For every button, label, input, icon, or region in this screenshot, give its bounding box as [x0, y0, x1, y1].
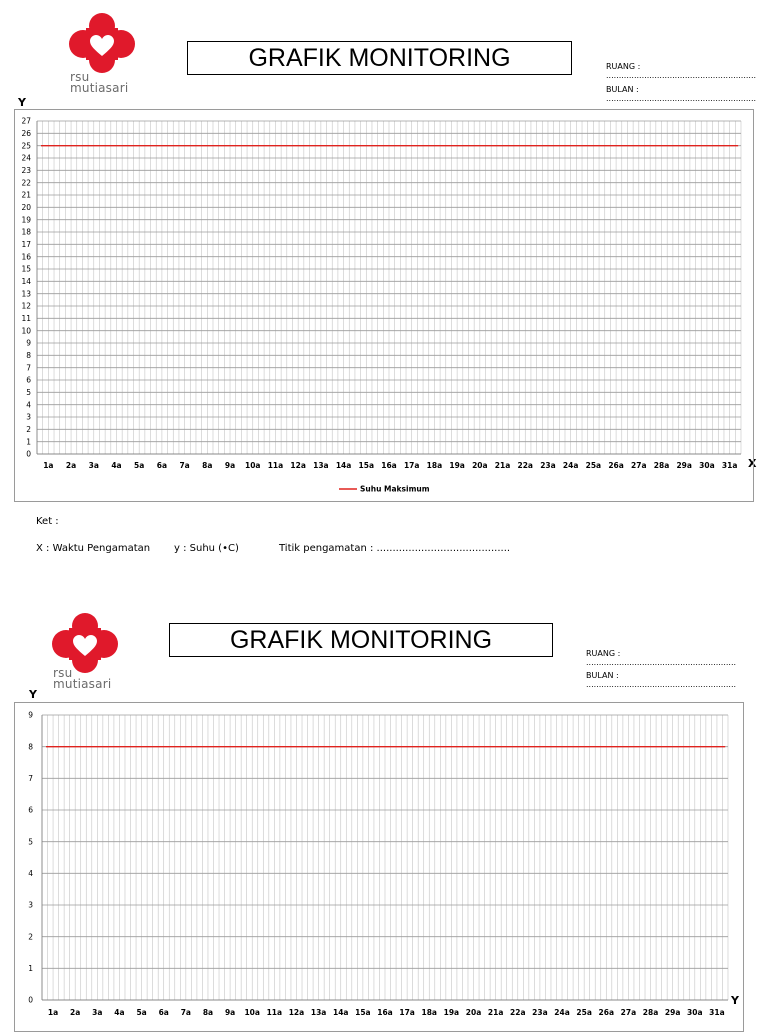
- x-tick-label: 5a: [134, 461, 145, 470]
- x-tick-label: 30a: [699, 461, 715, 470]
- x-tick-label: 9a: [224, 461, 236, 470]
- y-tick-label: 7: [26, 363, 31, 373]
- legend-label: Suhu Maksimum: [360, 484, 430, 494]
- x-tick-label: 19a: [443, 1008, 460, 1017]
- y-tick-label: 3: [26, 412, 31, 422]
- x-tick-label: 13a: [310, 1008, 327, 1017]
- x-tick-label: 21a: [487, 1008, 504, 1017]
- grid: [42, 715, 728, 1000]
- x-tick-label: 1a: [43, 461, 54, 470]
- y-tick-label: 18: [21, 227, 31, 237]
- logo-line-mutiasari: mutiasari: [53, 677, 112, 691]
- y-tick-label: 24: [21, 153, 31, 163]
- logo-line-rsu: rsu: [53, 666, 73, 680]
- x-tick-label: 21a: [494, 461, 511, 470]
- x-tick-label: 13a: [313, 461, 329, 470]
- x-tick-label: 15a: [355, 1008, 371, 1017]
- x-tick-label: 1a: [47, 1008, 59, 1017]
- y-tick-label: 1: [26, 437, 31, 447]
- x-tick-label: 4a: [114, 1008, 125, 1017]
- x-tick-label: 18a: [426, 461, 443, 470]
- x-tick-label: 28a: [642, 1008, 659, 1017]
- ket-label: Ket :: [36, 516, 59, 527]
- logo-line-mutiasari: mutiasari: [70, 81, 129, 95]
- x-tick-label: 12a: [290, 461, 306, 470]
- x-tick-label: 11a: [267, 461, 284, 470]
- x-tick-label: 18a: [421, 1008, 438, 1017]
- x-tick-label: 17a: [399, 1008, 415, 1017]
- x-tick-label: 2a: [70, 1008, 81, 1017]
- y-tick-label: 4: [26, 400, 31, 410]
- x-tick-label: 26a: [598, 1008, 615, 1017]
- x-tick-label: 7a: [180, 1008, 191, 1017]
- x-tick-label: 20a: [465, 1008, 482, 1017]
- x-tick-label: 17a: [403, 461, 420, 470]
- x-tick-label: 3a: [88, 461, 99, 470]
- x-tick-label: 10a: [244, 461, 261, 470]
- x-tick-label: 10a: [244, 1008, 260, 1017]
- x-tick-label: 5a: [136, 1008, 147, 1017]
- y-tick-label: 3: [28, 900, 33, 910]
- x-tick-label: 3a: [92, 1008, 103, 1017]
- x-tick-label: 24a: [562, 461, 579, 470]
- x-tick-label: 22a: [510, 1008, 526, 1017]
- y-tick-label: 26: [21, 128, 31, 138]
- x-tick-label: 14a: [332, 1008, 349, 1017]
- x-tick-label: 15a: [358, 461, 375, 470]
- x-tick-label: 6a: [156, 461, 168, 470]
- x-tick-label: 30a: [687, 1008, 703, 1017]
- y-tick-label: 1: [28, 963, 33, 973]
- x-tick-label: 29a: [676, 461, 692, 470]
- x-tick-label: 9a: [224, 1008, 236, 1017]
- x-description: X : Waktu Pengamatan: [36, 543, 151, 554]
- y-tick-label: 9: [28, 710, 33, 720]
- x-tick-label: 29a: [664, 1008, 681, 1017]
- x-tick-label: 23a: [532, 1008, 548, 1017]
- y-tick-label: 23: [21, 165, 31, 175]
- x-tick-label: 11a: [266, 1008, 283, 1017]
- y-tick-label: 2: [28, 932, 33, 942]
- y-tick-label: 20: [21, 202, 31, 212]
- observation-point-field: Titik pengamatan : ..........................................: [279, 543, 511, 554]
- x-tick-label: 8a: [202, 461, 213, 470]
- y-tick-label: 14: [21, 276, 31, 286]
- y-tick-label: 8: [28, 742, 33, 752]
- y-description: y : Suhu (•C): [174, 543, 239, 554]
- x-axis-letter-2: Y: [731, 994, 739, 1007]
- x-tick-label: 27a: [631, 461, 647, 470]
- bulan-field: BULAN : ...........................................................: [606, 85, 757, 103]
- y-tick-label: 21: [21, 190, 31, 200]
- x-tick-label: 26a: [608, 461, 624, 470]
- x-tick-label: 22a: [517, 461, 534, 470]
- ruang-field: RUANG : ...........................................................: [606, 62, 757, 80]
- y-tick-label: 25: [21, 141, 31, 151]
- y-tick-label: 12: [21, 301, 31, 311]
- x-tick-label: 19a: [449, 461, 465, 470]
- x-tick-label: 23a: [540, 461, 556, 470]
- x-tick-label: 7a: [179, 461, 190, 470]
- y-tick-label: 5: [28, 837, 33, 847]
- y-tick-label: 0: [26, 449, 31, 459]
- y-axis-letter-2: Y: [29, 688, 37, 701]
- x-tick-label: 31a: [709, 1008, 725, 1017]
- y-tick-label: 8: [26, 350, 31, 360]
- y-tick-label: 13: [21, 289, 31, 299]
- x-tick-label: 16a: [377, 1008, 393, 1017]
- y-tick-label: 22: [21, 178, 31, 188]
- y-tick-label: 2: [26, 424, 31, 434]
- page-title: GRAFIK MONITORING: [187, 41, 572, 75]
- y-tick-label: 19: [21, 215, 31, 225]
- y-tick-label: 16: [21, 252, 31, 262]
- y-tick-label: 4: [28, 868, 33, 878]
- x-tick-label: 4a: [111, 461, 122, 470]
- y-tick-label: 17: [21, 239, 31, 249]
- x-tick-label: 28a: [653, 461, 670, 470]
- page-title-2: GRAFIK MONITORING: [169, 623, 553, 657]
- y-tick-label: 5: [26, 387, 31, 397]
- y-tick-label: 11: [21, 313, 31, 323]
- bulan-field-2: BULAN : ...........................................................: [586, 671, 737, 689]
- y-tick-label: 6: [28, 805, 33, 815]
- y-tick-label: 9: [26, 338, 31, 348]
- x-tick-label: 16a: [381, 461, 397, 470]
- x-tick-label: 2a: [65, 461, 77, 470]
- ruang-field-2: RUANG : ...........................................................: [586, 649, 737, 667]
- y-tick-label: 10: [21, 326, 31, 336]
- y-tick-label: 0: [28, 995, 33, 1005]
- x-tick-label: 24a: [554, 1008, 570, 1017]
- x-tick-label: 25a: [576, 1008, 592, 1017]
- y-tick-label: 15: [21, 264, 31, 274]
- y-axis-letter: Y: [18, 96, 26, 109]
- x-tick-label: 8a: [202, 1008, 214, 1017]
- logo-line-rsu: rsu: [70, 70, 90, 84]
- y-tick-label: 6: [26, 375, 31, 385]
- x-axis-letter: X: [748, 457, 757, 470]
- x-tick-label: 27a: [620, 1008, 637, 1017]
- y-tick-label: 27: [21, 116, 31, 126]
- x-tick-label: 6a: [158, 1008, 169, 1017]
- x-tick-label: 20a: [472, 461, 488, 470]
- x-tick-label: 25a: [585, 461, 602, 470]
- x-tick-label: 14a: [335, 461, 352, 470]
- x-tick-label: 31a: [721, 461, 738, 470]
- x-tick-label: 12a: [288, 1008, 305, 1017]
- y-tick-label: 7: [28, 773, 33, 783]
